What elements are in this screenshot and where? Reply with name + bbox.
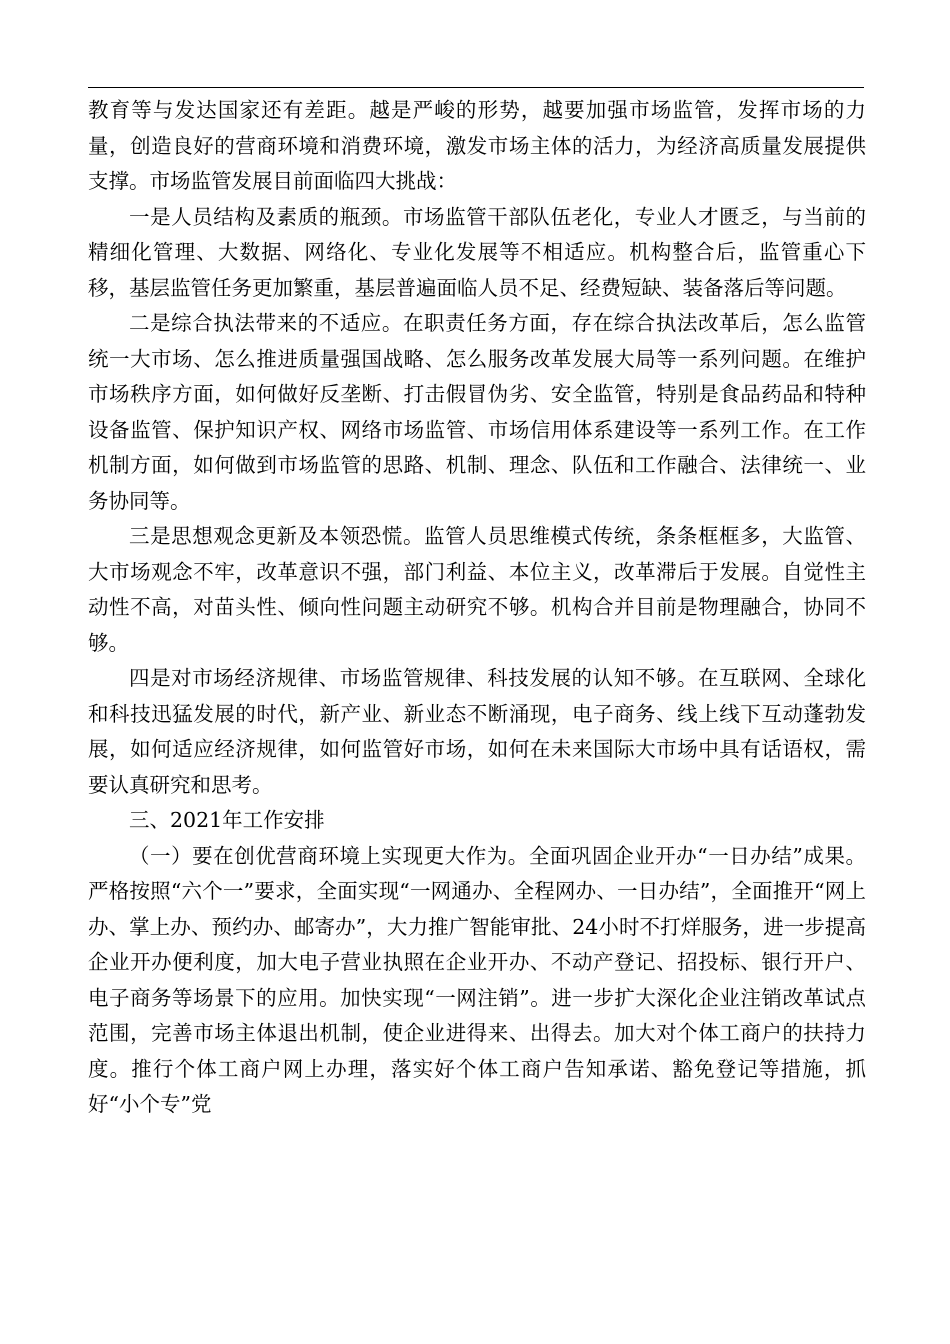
section-heading: 三、2021年工作安排 [129,808,325,832]
paragraph-challenge-3: 三是思想观念更新及本领恐慌。监管人员思维模式传统，条条框框多，大监管、大市场观念不牢，改革意识不强，部门利益、本位主义，改革滞后于发展。自觉性主动性不高，对苗头性、倾向性问题主动研究不够。机构合并目前是物理融合，协同不够。 [88,524,866,655]
paragraph-challenge-4: 四是对市场经济规律、市场监管规律、科技发展的认知不够。在互联网、全球化和科技迅猛发展的时代，新产业、新业态不断涌现，电子商务、线上线下互动蓬勃发展，如何适应经济规律，如何监管好市场，如何在未来国际大市场中具有话语权，需要认真研究和思考。 [88,666,866,797]
paragraph-continuation: 教育等与发达国家还有差距。越是严峻的形势，越要加强市场监管，发挥市场的力量，创造良好的营商环境和消费环境，激发市场主体的活力，为经济高质量发展提供支撑。市场监管发展目前面临四大挑战： [88,98,866,193]
body-text [88,93,866,1123]
paragraph-task-1: （一）要在创优营商环境上实现更大作为。全面巩固企业开办“一日办结”成果。严格按照“六个一”要求，全面实现“一网通办、全程网办、一日办结”，全面推开“网上办、掌上办、预约办、邮寄办”，大力推广智能审批、24小时不打烊服务，进一步提高企业开办便利度，加大电子营业执照在企业开办、不动产登记、招投标、银行开户、电子商务等场景下的应用。加快实现“一网注销”。进一步扩大深化企业注销改革试点范围，完善市场主体退出机制，使企业进得来、出得去。加大对个体工商户的扶持力度。推行个体工商户网上办理，落实好个体工商户告知承诺、豁免登记等措施，抓好“小个专”党 [88,843,866,1116]
paragraph-challenge-1: 一是人员结构及素质的瓶颈。市场监管干部队伍老化，专业人才匮乏，与当前的精细化管理、大数据、网络化、专业化发展等不相适应。机构整合后，监管重心下移，基层监管任务更加繁重，基层普遍面临人员不足、经费短缺、装备落后等问题。 [88,204,866,300]
header-rule [88,87,864,88]
paragraph-challenge-2: 二是综合执法带来的不适应。在职责任务方面，存在综合执法改革后，怎么监管统一大市场、怎么推进质量强国战略、怎么服务改革发展大局等一系列问题。在维护市场秩序方面，如何做好反垄断、打击假冒伪劣、安全监管，特别是食品药品和特种设备监管、保护知识产权、网络市场监管、市场信用体系建设等一系列工作。在工作机制方面，如何做到市场监管的思路、机制、理念、队伍和工作融合、法律统一、业务协同等。 [88,311,866,513]
